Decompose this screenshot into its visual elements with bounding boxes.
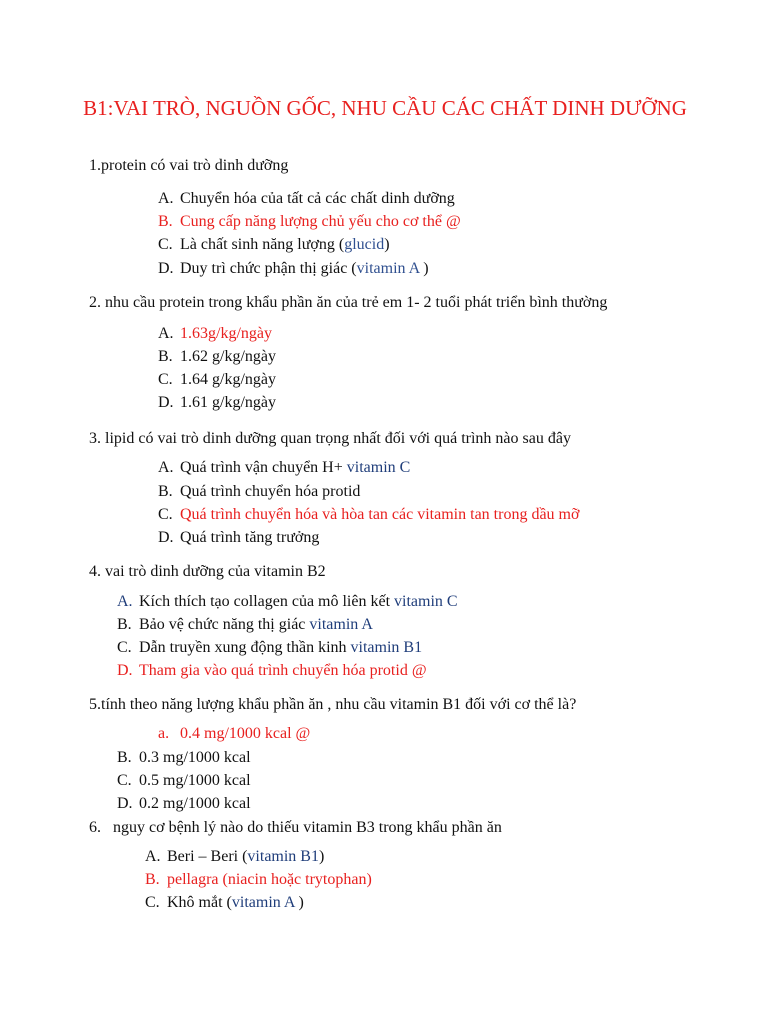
option-text: Bảo vệ chức năng thị giác xyxy=(139,616,310,633)
option-letter: C. xyxy=(145,894,160,911)
option-text: Là chất sinh năng lượng ( xyxy=(180,236,345,253)
option-letter: C. xyxy=(117,639,132,656)
option-letter: A. xyxy=(158,459,174,476)
option-3b xyxy=(158,482,360,502)
option-1c xyxy=(158,235,390,255)
option-letter: B. xyxy=(117,616,132,633)
option-4a xyxy=(117,592,458,612)
option-letter: B. xyxy=(158,483,173,500)
option-text: Kích thích tạo collagen của mô liên kết xyxy=(139,593,395,610)
option-letter: B. xyxy=(145,871,160,888)
option-text: Chuyển hóa của tất cả các chất dinh dưỡng xyxy=(180,190,455,207)
option-5d xyxy=(117,794,251,814)
option-letter: C. xyxy=(117,772,132,789)
option-text: Tham gia vào quá trình chuyển hóa protid @ xyxy=(139,662,427,679)
option-text: 0.5 mg/1000 kcal xyxy=(139,772,251,789)
option-text: Quá trình chuyển hóa và hòa tan các vitamin tan trong dầu mỡ xyxy=(180,506,580,523)
option-letter: D. xyxy=(158,394,174,411)
option-3d xyxy=(158,528,319,548)
option-5b xyxy=(117,748,251,768)
option-6b xyxy=(145,870,372,890)
option-text: 0.4 mg/1000 kcal @ xyxy=(180,725,311,742)
option-text: 1.62 g/kg/ngày xyxy=(180,348,276,365)
option-text: Quá trình vận chuyển H+ xyxy=(180,459,347,476)
option-letter: A. xyxy=(117,593,133,610)
option-close: ) xyxy=(384,236,390,253)
option-text: Khô mắt ( xyxy=(167,894,232,911)
option-close: ) xyxy=(419,260,429,277)
option-2b xyxy=(158,347,276,367)
option-text: Beri – Beri ( xyxy=(167,848,248,865)
document-title: B1:VAI TRÒ, NGUỒN GỐC, NHU CẦU CÁC CHẤT DINH DƯỠNG xyxy=(83,96,687,120)
option-letter: D. xyxy=(158,529,174,546)
option-text: pellagra (niacin hoặc trytophan) xyxy=(167,871,372,888)
option-note: vitamin C xyxy=(346,459,411,476)
option-5c xyxy=(117,771,251,791)
option-1a xyxy=(158,189,455,209)
option-text: 1.61 g/kg/ngày xyxy=(180,394,276,411)
option-text: 0.3 mg/1000 kcal xyxy=(139,749,251,766)
option-1d xyxy=(158,259,429,279)
option-text: 1.63g/kg/ngày xyxy=(180,325,272,342)
option-letter: D. xyxy=(117,795,133,812)
option-letter: C. xyxy=(158,506,173,523)
option-letter: B. xyxy=(158,348,173,365)
question-3: 3. lipid có vai trò dinh dưỡng quan trọng nhất đối với quá trình nào sau đây xyxy=(89,430,571,447)
option-note: vitamin B1 xyxy=(350,639,423,656)
option-note: vitamin A xyxy=(231,894,295,911)
option-letter: C. xyxy=(158,371,173,388)
option-text: 0.2 mg/1000 kcal xyxy=(139,795,251,812)
option-close: ) xyxy=(318,848,325,865)
option-1b xyxy=(158,212,461,232)
question-2: 2. nhu cầu protein trong khẩu phần ăn của trẻ em 1- 2 tuổi phát triển bình thường xyxy=(89,294,608,311)
option-letter: A. xyxy=(145,848,161,865)
option-letter: D. xyxy=(158,260,174,277)
option-text: Duy trì chức phận thị giác ( xyxy=(180,260,357,277)
option-note: vitamin A xyxy=(309,616,373,633)
option-6c xyxy=(145,893,304,913)
option-4c xyxy=(117,638,422,658)
option-3c xyxy=(158,505,579,525)
option-note: vitamin C xyxy=(394,593,458,610)
option-note: vitamin B1 xyxy=(247,848,319,865)
option-text: 1.64 g/kg/ngày xyxy=(180,371,276,388)
option-close: ) xyxy=(294,894,304,911)
option-4b xyxy=(117,615,373,635)
option-text: Dẫn truyền xung động thần kinh xyxy=(139,639,351,656)
option-2d xyxy=(158,393,276,413)
option-2c xyxy=(158,370,276,390)
option-6a xyxy=(145,847,324,867)
option-text: Cung cấp năng lượng chủ yếu cho cơ thể @ xyxy=(180,213,461,230)
option-letter: B. xyxy=(117,749,132,766)
question-5: 5.tính theo năng lượng khẩu phần ăn , nhu cầu vitamin B1 đối với cơ thể là? xyxy=(89,696,577,713)
option-4d xyxy=(117,661,427,681)
option-letter: A. xyxy=(158,325,174,342)
option-note: vitamin A xyxy=(356,260,420,277)
option-letter: A. xyxy=(158,190,174,207)
option-letter: B. xyxy=(158,213,173,230)
question-6: 6. nguy cơ bệnh lý nào do thiếu vitamin B3 trong khẩu phần ăn xyxy=(89,819,502,836)
option-letter: a. xyxy=(158,725,170,742)
option-text: Quá trình tăng trưởng xyxy=(180,529,320,546)
option-2a xyxy=(158,324,272,344)
question-1: 1.protein có vai trò dinh dưỡng xyxy=(89,157,289,174)
option-note: glucid xyxy=(344,236,385,253)
option-5a xyxy=(158,724,310,744)
option-letter: D. xyxy=(117,662,133,679)
option-letter: C. xyxy=(158,236,173,253)
question-4: 4. vai trò dinh dưỡng của vitamin B2 xyxy=(89,563,326,580)
option-3a xyxy=(158,458,410,478)
option-text: Quá trình chuyển hóa protid xyxy=(180,483,361,500)
